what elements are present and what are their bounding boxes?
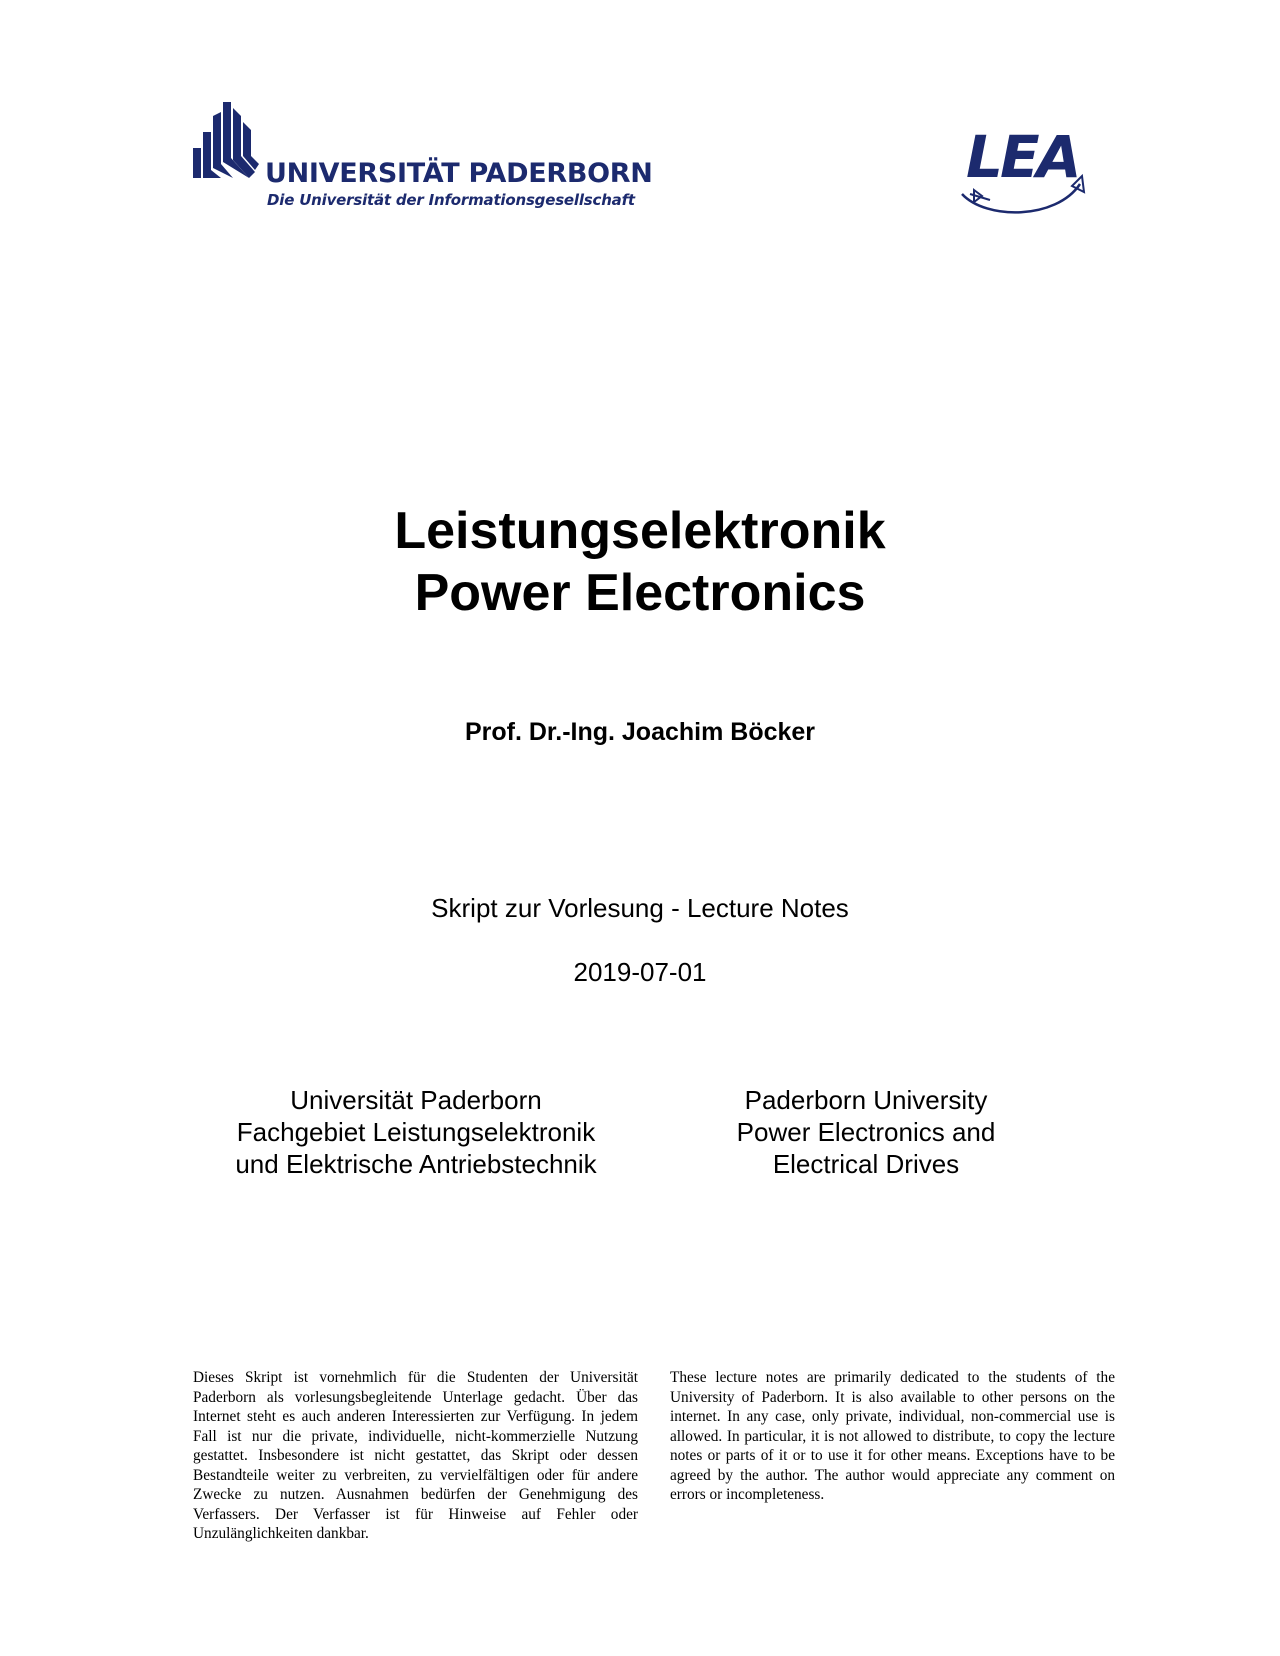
title-english: Power Electronics bbox=[414, 564, 866, 622]
author: Prof. Dr.-Ing. Joachim Böcker bbox=[464, 718, 816, 746]
lea-logo bbox=[956, 123, 1096, 224]
document-subtitle: Skript zur Vorlesung - Lecture Notes bbox=[431, 893, 849, 923]
affiliation-english bbox=[636, 1084, 1096, 1180]
university-emblem-icon bbox=[193, 102, 263, 182]
university-logo bbox=[193, 102, 653, 212]
university-name: UNIVERSITÄT PADERBORN bbox=[265, 158, 653, 189]
lea-logo-text: LEA bbox=[966, 123, 1079, 191]
usage-notice-german: Dieses Skript ist vornehmlich für die Studenten der Universität Paderborn als vorlesungsbegleitende Unterlage gedacht. Über das Internet steht es auch anderen Interessierten zur Verfügung. In jedem Fall ist nur die private, individuelle, nicht-kommerzielle Nutzung gestattet. Insbesondere ist nicht gestattet, das Skript oder dessen Bestandteile weiter zu verbreiten, zu vervielfältigen oder für andere Zwecke zu nutzen. Ausnahmen bedürfen der Genehmigung des Verfassers. Der Verfasser ist für Hinweise auf Fehler oder Unzulänglichkeiten dankbar. bbox=[193, 1369, 638, 1542]
affiliation-german-line3: und Elektrische Antriebstechnik bbox=[235, 1149, 597, 1179]
affiliation-english-line3: Electrical Drives bbox=[772, 1149, 960, 1179]
affiliation-german-line2: Fachgebiet Leistungselektronik bbox=[236, 1117, 596, 1147]
affiliation-german bbox=[186, 1084, 646, 1180]
affiliation-english-line1: Paderborn University bbox=[744, 1085, 988, 1115]
university-tagline: Die Universität der Informationsgesellschaft bbox=[267, 191, 635, 209]
lea-arrow-icon bbox=[956, 123, 1096, 224]
title-german: Leistungselektronik bbox=[394, 502, 886, 560]
affiliation-german-line1: Universität Paderborn bbox=[290, 1085, 542, 1115]
affiliation-english-line2: Power Electronics and bbox=[736, 1117, 996, 1147]
document-date: 2019-07-01 bbox=[573, 957, 707, 987]
document-title bbox=[0, 500, 1280, 624]
usage-notice-english: These lecture notes are primarily dedicated to the students of the University of Paderborn. It is also available to other persons on the internet. In any case, only private, individual, non-commercial use is allowed. In particular, it is not allowed to distribute, to copy the lecture notes or parts of it or to use it for other means. Exceptions have to be agreed by the author. The author would appreciate any comment on errors or incompleteness. bbox=[670, 1369, 1115, 1503]
